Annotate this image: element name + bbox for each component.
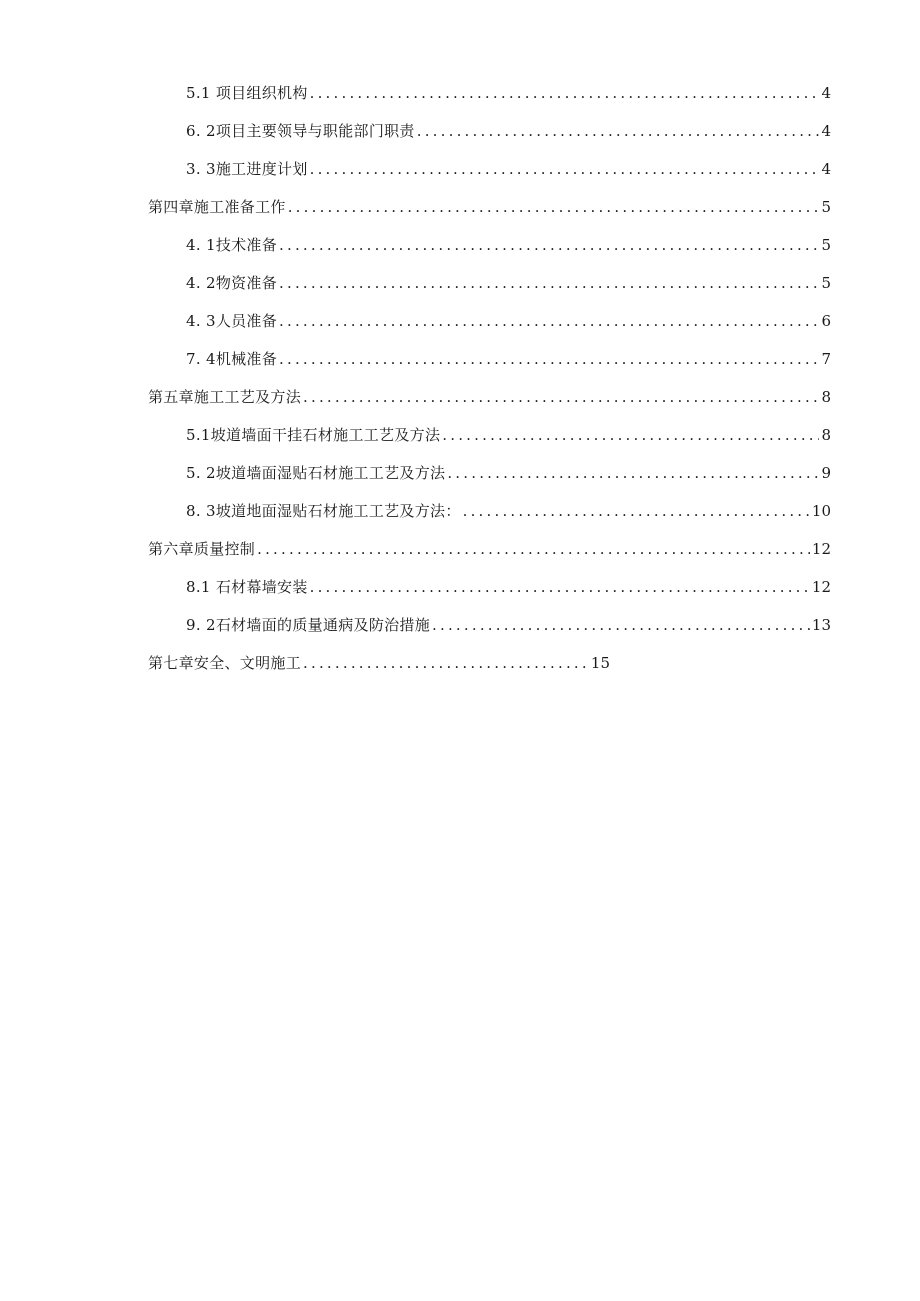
toc-entry-page: 10 [811,502,831,520]
toc-entry-page: 4 [821,160,831,178]
toc-entry-label: 3. 3施工进度计划 [186,160,308,178]
toc-entry-label: 第四章施工准备工作 [148,198,286,216]
toc-entry-label: 4. 2物资准备 [186,274,278,292]
toc-entry[interactable] [186,118,831,142]
toc-entry-label: 8. 3坡道地面湿贴石材施工工艺及方法： [186,502,461,520]
toc-entry-page: 5 [821,198,831,216]
toc-entry-page: 12 [811,540,831,558]
toc-chapter-entry[interactable] [148,194,831,218]
toc-entry-label: 7. 4机械准备 [186,350,278,368]
dot-leader [279,310,819,332]
dot-leader [288,196,820,218]
dot-leader [310,576,810,598]
toc-entry-page: 15 [590,654,610,672]
toc-entry-page: 5 [821,274,831,292]
toc-chapter-entry[interactable] [148,650,610,674]
toc-entry[interactable] [186,156,831,180]
dot-leader [303,386,819,408]
dot-leader [279,234,819,256]
dot-leader [303,652,589,674]
dot-leader [310,158,820,180]
toc-entry-page: 4 [821,84,831,102]
toc-entry-label: 第六章质量控制 [148,540,256,558]
toc-entry-page: 7 [821,350,831,368]
toc-entry[interactable] [186,346,831,370]
toc-entry[interactable] [186,270,831,294]
toc-entry[interactable] [186,574,831,598]
toc-entry-label: 4. 1技术准备 [186,236,278,254]
dot-leader [432,614,810,636]
dot-leader [442,424,819,446]
toc-entry-label: 9. 2石材墙面的质量通病及防治措施 [186,616,431,634]
toc-entry-page: 8 [821,388,831,406]
toc-entry-label: 第五章施工工艺及方法 [148,388,302,406]
toc-entry-page: 4 [821,122,831,140]
toc-chapter-entry[interactable] [148,384,831,408]
toc-entry[interactable] [186,80,831,104]
dot-leader [447,462,819,484]
toc-entry-page: 13 [811,616,831,634]
toc-entry-page: 8 [821,426,831,444]
dot-leader [279,272,819,294]
toc-entry[interactable] [186,232,831,256]
toc-entry-page: 5 [821,236,831,254]
toc-entry-label: 8.1 石材幕墙安装 [186,578,308,596]
toc-entry-label: 第七章安全、文明施工 [148,654,302,672]
dot-leader [279,348,819,370]
toc-entry-page: 9 [821,464,831,482]
toc-entry[interactable] [186,460,831,484]
toc-entry-page: 12 [811,578,831,596]
toc-entry-label: 6. 2项目主要领导与职能部门职责 [186,122,415,140]
toc-entry-label: 5. 2坡道墙面湿贴石材施工工艺及方法 [186,464,446,482]
dot-leader [257,538,810,560]
toc-entry[interactable] [186,308,831,332]
toc-chapter-entry[interactable] [148,536,831,560]
toc-entry-label: 4. 3人员准备 [186,312,278,330]
toc-entry-label: 5.1坡道墙面干挂石材施工工艺及方法 [186,426,441,444]
dot-leader [417,120,820,142]
dot-leader [463,500,810,522]
toc-entry-label: 5.1 项目组织机构 [186,84,308,102]
dot-leader [310,82,820,104]
toc-entry[interactable] [186,422,831,446]
toc-entry-page: 6 [821,312,831,330]
toc-entry[interactable] [186,612,831,636]
toc-entry[interactable] [186,498,831,522]
